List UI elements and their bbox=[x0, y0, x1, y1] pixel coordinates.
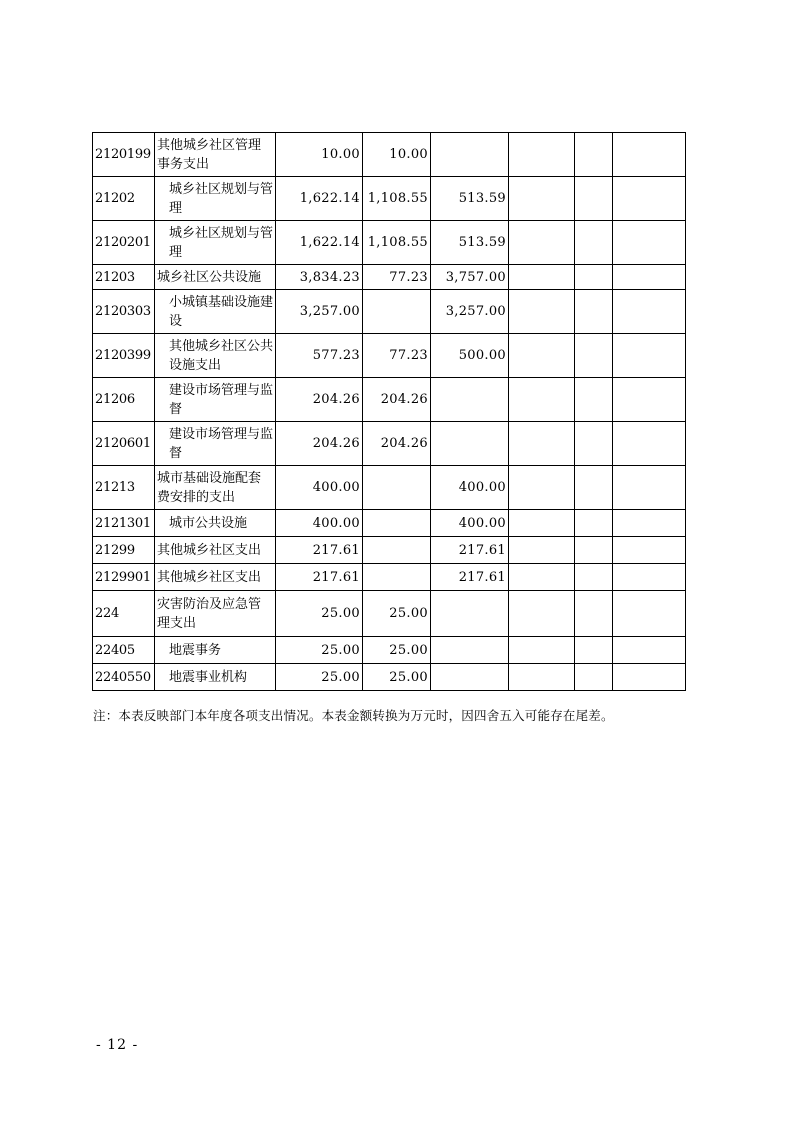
row-empty-cell bbox=[575, 334, 613, 378]
row-project bbox=[431, 133, 509, 177]
row-empty-cell bbox=[509, 591, 575, 637]
row-empty-cell bbox=[575, 637, 613, 664]
table-row bbox=[93, 378, 686, 422]
row-code: 2120199 bbox=[93, 133, 155, 177]
row-total: 1,622.14 bbox=[276, 221, 363, 265]
row-basic: 10.00 bbox=[363, 133, 431, 177]
table-row bbox=[93, 290, 686, 334]
row-total: 217.61 bbox=[276, 564, 363, 591]
row-project: 400.00 bbox=[431, 466, 509, 510]
row-total: 10.00 bbox=[276, 133, 363, 177]
row-empty-cell bbox=[575, 591, 613, 637]
row-project: 513.59 bbox=[431, 221, 509, 265]
row-empty-cell bbox=[509, 290, 575, 334]
row-basic: 1,108.55 bbox=[363, 177, 431, 221]
row-code: 21213 bbox=[93, 466, 155, 510]
row-total: 400.00 bbox=[276, 466, 363, 510]
row-empty-cell bbox=[575, 221, 613, 265]
expenditure-table bbox=[92, 132, 686, 691]
row-code: 2120601 bbox=[93, 422, 155, 466]
row-project: 500.00 bbox=[431, 334, 509, 378]
row-basic: 25.00 bbox=[363, 664, 431, 691]
row-name: 城市公共设施 bbox=[155, 510, 276, 537]
row-basic bbox=[363, 466, 431, 510]
table-row bbox=[93, 265, 686, 290]
row-project bbox=[431, 637, 509, 664]
row-basic: 204.26 bbox=[363, 422, 431, 466]
row-project bbox=[431, 664, 509, 691]
row-project: 513.59 bbox=[431, 177, 509, 221]
row-empty-cell bbox=[613, 422, 686, 466]
row-total: 25.00 bbox=[276, 591, 363, 637]
row-project: 3,757.00 bbox=[431, 265, 509, 290]
table-row bbox=[93, 177, 686, 221]
row-project: 217.61 bbox=[431, 564, 509, 591]
table-row bbox=[93, 637, 686, 664]
row-basic: 25.00 bbox=[363, 591, 431, 637]
row-empty-cell bbox=[613, 133, 686, 177]
row-code: 2121301 bbox=[93, 510, 155, 537]
row-empty-cell bbox=[575, 664, 613, 691]
row-name: 其他城乡社区管理事务支出 bbox=[155, 133, 276, 177]
row-code: 2120303 bbox=[93, 290, 155, 334]
row-empty-cell bbox=[509, 334, 575, 378]
row-name: 小城镇基础设施建设 bbox=[155, 290, 276, 334]
row-total: 3,834.23 bbox=[276, 265, 363, 290]
row-empty-cell bbox=[575, 510, 613, 537]
row-total: 217.61 bbox=[276, 537, 363, 564]
row-empty-cell bbox=[509, 637, 575, 664]
row-code: 21299 bbox=[93, 537, 155, 564]
row-basic: 204.26 bbox=[363, 378, 431, 422]
row-basic: 77.23 bbox=[363, 334, 431, 378]
table-row bbox=[93, 422, 686, 466]
row-empty-cell bbox=[613, 290, 686, 334]
row-total: 3,257.00 bbox=[276, 290, 363, 334]
row-basic bbox=[363, 537, 431, 564]
table-row bbox=[93, 664, 686, 691]
row-empty-cell bbox=[575, 537, 613, 564]
row-empty-cell bbox=[575, 422, 613, 466]
row-name: 其他城乡社区公共设施支出 bbox=[155, 334, 276, 378]
row-empty-cell bbox=[509, 466, 575, 510]
row-name: 其他城乡社区支出 bbox=[155, 537, 276, 564]
row-empty-cell bbox=[613, 334, 686, 378]
row-project bbox=[431, 378, 509, 422]
table-row bbox=[93, 334, 686, 378]
table-row bbox=[93, 537, 686, 564]
row-name: 城市基础设施配套费安排的支出 bbox=[155, 466, 276, 510]
row-name: 灾害防治及应急管理支出 bbox=[155, 591, 276, 637]
row-code: 2129901 bbox=[93, 564, 155, 591]
row-empty-cell bbox=[613, 637, 686, 664]
row-empty-cell bbox=[575, 564, 613, 591]
row-empty-cell bbox=[509, 177, 575, 221]
row-empty-cell bbox=[613, 221, 686, 265]
row-total: 25.00 bbox=[276, 637, 363, 664]
row-empty-cell bbox=[575, 290, 613, 334]
row-name: 其他城乡社区支出 bbox=[155, 564, 276, 591]
row-basic: 25.00 bbox=[363, 637, 431, 664]
row-empty-cell bbox=[509, 537, 575, 564]
row-total: 204.26 bbox=[276, 378, 363, 422]
row-empty-cell bbox=[575, 177, 613, 221]
table-row bbox=[93, 221, 686, 265]
row-total: 400.00 bbox=[276, 510, 363, 537]
row-code: 21203 bbox=[93, 265, 155, 290]
row-empty-cell bbox=[575, 133, 613, 177]
row-project: 3,257.00 bbox=[431, 290, 509, 334]
row-empty-cell bbox=[509, 133, 575, 177]
row-total: 25.00 bbox=[276, 664, 363, 691]
row-empty-cell bbox=[575, 378, 613, 422]
row-empty-cell bbox=[509, 564, 575, 591]
row-code: 21206 bbox=[93, 378, 155, 422]
row-name: 城乡社区规划与管理 bbox=[155, 177, 276, 221]
table-row bbox=[93, 564, 686, 591]
row-basic: 1,108.55 bbox=[363, 221, 431, 265]
row-empty-cell bbox=[509, 664, 575, 691]
row-empty-cell bbox=[613, 664, 686, 691]
row-empty-cell bbox=[613, 510, 686, 537]
row-empty-cell bbox=[613, 378, 686, 422]
row-total: 204.26 bbox=[276, 422, 363, 466]
row-empty-cell bbox=[613, 177, 686, 221]
row-name: 建设市场管理与监督 bbox=[155, 378, 276, 422]
row-code: 2120399 bbox=[93, 334, 155, 378]
row-empty-cell bbox=[613, 537, 686, 564]
row-name: 建设市场管理与监督 bbox=[155, 422, 276, 466]
table-body bbox=[93, 133, 686, 691]
row-code: 22405 bbox=[93, 637, 155, 664]
row-basic bbox=[363, 290, 431, 334]
row-empty-cell bbox=[613, 591, 686, 637]
row-basic: 77.23 bbox=[363, 265, 431, 290]
row-basic bbox=[363, 510, 431, 537]
row-name: 城乡社区规划与管理 bbox=[155, 221, 276, 265]
row-project: 400.00 bbox=[431, 510, 509, 537]
row-code: 224 bbox=[93, 591, 155, 637]
row-empty-cell bbox=[509, 422, 575, 466]
table-note: 注：本表反映部门本年度各项支出情况。本表金额转换为万元时，因四舍五入可能存在尾差。 bbox=[93, 708, 614, 723]
row-total: 577.23 bbox=[276, 334, 363, 378]
page-number: - 12 - bbox=[96, 1037, 139, 1053]
row-code: 21202 bbox=[93, 177, 155, 221]
row-total: 1,622.14 bbox=[276, 177, 363, 221]
table-row bbox=[93, 466, 686, 510]
row-empty-cell bbox=[613, 466, 686, 510]
row-project bbox=[431, 591, 509, 637]
row-basic bbox=[363, 564, 431, 591]
row-empty-cell bbox=[509, 510, 575, 537]
row-empty-cell bbox=[575, 466, 613, 510]
table-row bbox=[93, 510, 686, 537]
row-empty-cell bbox=[509, 265, 575, 290]
row-project: 217.61 bbox=[431, 537, 509, 564]
table-row bbox=[93, 591, 686, 637]
row-code: 2120201 bbox=[93, 221, 155, 265]
table-row bbox=[93, 133, 686, 177]
row-code: 2240550 bbox=[93, 664, 155, 691]
row-name: 地震事业机构 bbox=[155, 664, 276, 691]
row-empty-cell bbox=[509, 221, 575, 265]
row-empty-cell bbox=[575, 265, 613, 290]
row-name: 城乡社区公共设施 bbox=[155, 265, 276, 290]
row-empty-cell bbox=[613, 564, 686, 591]
row-name: 地震事务 bbox=[155, 637, 276, 664]
row-empty-cell bbox=[613, 265, 686, 290]
row-project bbox=[431, 422, 509, 466]
row-empty-cell bbox=[509, 378, 575, 422]
